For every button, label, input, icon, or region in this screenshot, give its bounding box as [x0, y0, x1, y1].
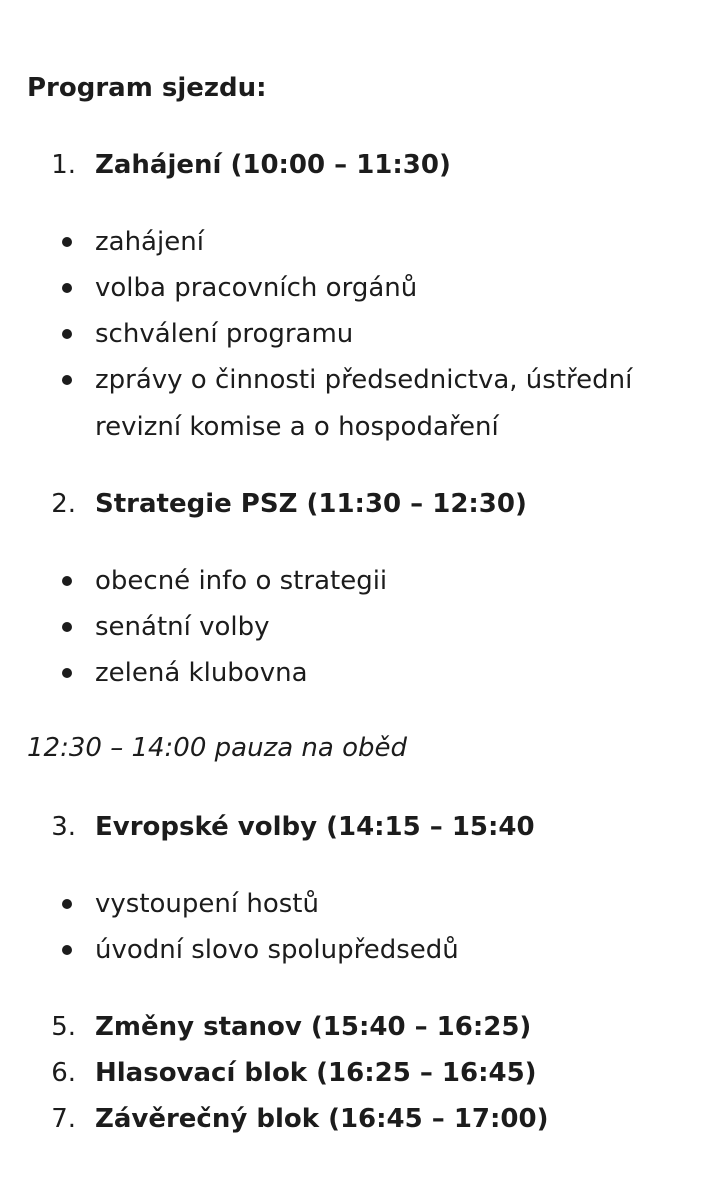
lunch-break-note: 12:30 – 14:00 pauza na oběd: [27, 733, 407, 763]
section-number: 3.: [51, 812, 76, 842]
bullet-icon: [62, 668, 72, 678]
list-item: úvodní slovo spolupředsedů: [95, 935, 459, 965]
page-title: Program sjezdu:: [27, 73, 267, 103]
bullet-icon: [62, 375, 72, 385]
section-title-strategie: Strategie PSZ (11:30 – 12:30): [95, 489, 527, 519]
list-item-continuation: revizní komise a o hospodaření: [95, 412, 499, 442]
section-number: 6.: [51, 1058, 76, 1088]
section-title-zahajeni: Zahájení (10:00 – 11:30): [95, 150, 451, 180]
section-number: 2.: [51, 489, 76, 519]
bullet-icon: [62, 622, 72, 632]
bullet-icon: [62, 329, 72, 339]
section-title-zmeny-stanov: Změny stanov (15:40 – 16:25): [95, 1012, 532, 1042]
section-number: 7.: [51, 1104, 76, 1134]
bullet-icon: [62, 237, 72, 247]
section-title-evropske-volby: Evropské volby (14:15 – 15:40: [95, 812, 535, 842]
list-item: zelená klubovna: [95, 658, 308, 688]
bullet-icon: [62, 283, 72, 293]
section-number: 1.: [51, 150, 76, 180]
list-item: zprávy o činnosti předsednictva, ústřední: [95, 365, 633, 395]
list-item: schválení programu: [95, 319, 354, 349]
list-item: senátní volby: [95, 612, 270, 642]
list-item: vystoupení hostů: [95, 889, 319, 919]
bullet-icon: [62, 945, 72, 955]
section-title-hlasovaci-blok: Hlasovací blok (16:25 – 16:45): [95, 1058, 537, 1088]
list-item: zahájení: [95, 227, 204, 257]
bullet-icon: [62, 899, 72, 909]
bullet-icon: [62, 576, 72, 586]
section-title-zaverecny-blok: Závěrečný blok (16:45 – 17:00): [95, 1104, 549, 1134]
list-item: volba pracovních orgánů: [95, 273, 418, 303]
list-item: obecné info o strategii: [95, 566, 388, 596]
section-number: 5.: [51, 1012, 76, 1042]
